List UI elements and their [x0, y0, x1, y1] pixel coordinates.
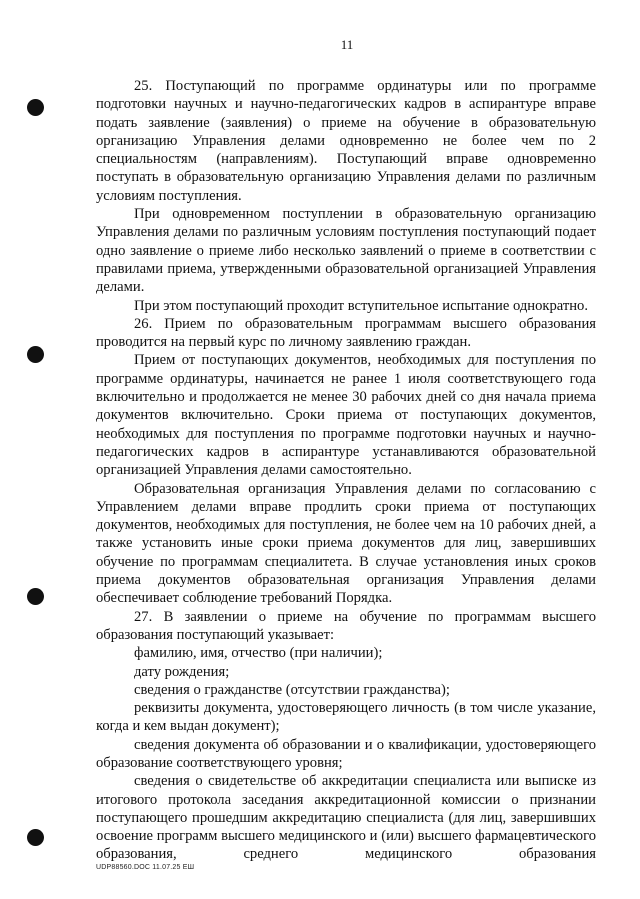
punch-hole-mark [27, 588, 44, 605]
punch-hole-mark [27, 99, 44, 116]
list-item-citizenship: сведения о гражданстве (отсутствии гражданства); [134, 681, 450, 698]
paragraph-27: 27. В заявлении о приеме на обучение по программам высшего образования поступающий указывает: [96, 608, 596, 643]
document-footer-code: UDP88560.DOC 11.07.25 ЕШ [96, 864, 195, 871]
punch-hole-mark [27, 829, 44, 846]
list-item-education-document: сведения документа об образовании и о квалификации, удостоверяющего образование соответствующего уровня; [96, 736, 596, 771]
document-body [96, 77, 596, 864]
paragraph-deadline-extension: Образовательная организация Управления делами по согласованию с Управлением делами вправе продлить сроки приема от поступающих документов, необходимых для поступления, не более чем на 10 рабочих дней, а также установить иные сроки приема документов для лиц, завершивших обучение по программам специалитета. В случае установления иных сроков приема документов образовательная организация Управления делами обеспечивает соблюдение требований Порядка. [96, 480, 596, 607]
page-number: 11 [340, 37, 354, 52]
paragraph-26: 26. Прием по образовательным программам высшего образования проводится на первый курс по личному заявлению граждан. [96, 315, 596, 351]
list-item-full-name: фамилию, имя, отчество (при наличии); [134, 645, 383, 662]
punch-hole-mark [27, 346, 44, 363]
paragraph-entrance-exam-once: При этом поступающий проходит вступительное испытание однократно. [134, 297, 588, 314]
paragraph-simultaneous-admission: При одновременном поступлении в образовательную организацию Управления делами по различным условиям поступления поступающий подает одно заявление о приеме либо несколько заявлений о приеме в соответствии с правилами приема, утвержденными образовательной организацией Управления делами. [96, 206, 596, 296]
list-item-accreditation: сведения о свидетельстве об аккредитации специалиста или выписке из итогового протокола заседания аккредитационной комиссии о признании поступающего прошедшим аккредитацию специалиста (для лиц, завершивших освоение программ высшего медицинского и (или) высшего фармацевтического образования, среднего медицинского образования [96, 773, 596, 863]
list-item-identity-document: реквизиты документа, удостоверяющего личность (в том числе указание, когда и кем выдан документ); [96, 700, 596, 735]
list-item-birth-date: дату рождения; [134, 663, 230, 680]
paragraph-25: 25. Поступающий по программе ординатуры или по программе подготовки научных и научно-педагогических кадров в аспирантуре вправе подать заявление (заявления) о приеме на обучение в образовательную организацию Управления делами одновременно не более чем по 2 специальностям (направлениям). Поступающий вправе одновременно поступать в образовательную организацию Управления делами по различным условиям поступления. [96, 78, 596, 204]
paragraph-document-acceptance: Прием от поступающих документов, необходимых для поступления по программе ординатуры, начинается не ранее 1 июля соответствующего года включительно и продолжается не менее 30 рабочих дней со дня начала приема документов включительно. Сроки приема от поступающих документов, необходимых для поступления по программе подготовки научных и научно-педагогических кадров в аспирантуре устанавливаются образовательной организацией Управления делами самостоятельно. [96, 352, 596, 479]
